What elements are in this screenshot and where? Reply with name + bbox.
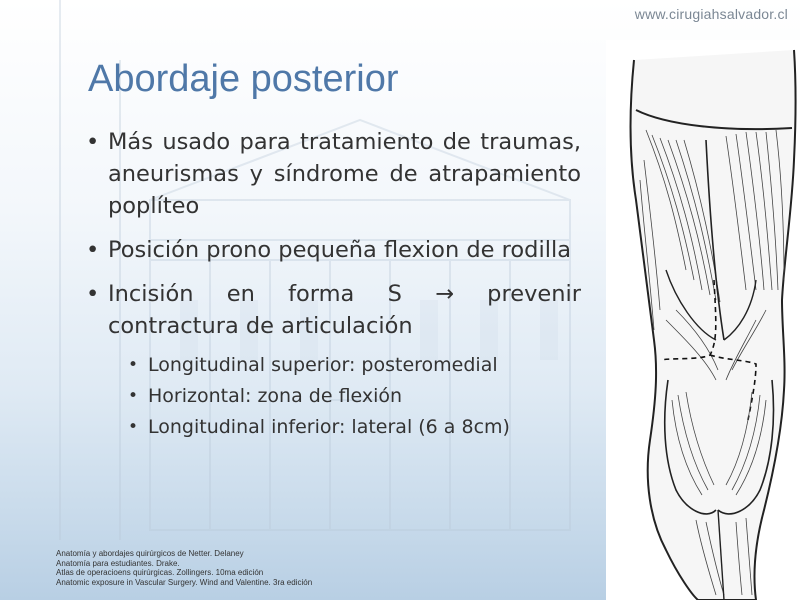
reference-line: Atlas de operacioens quirúrgicas. Zollingers. 10ma edición xyxy=(56,568,264,577)
reference-line: Anatomía para estudiantes. Drake. xyxy=(56,558,180,568)
sub-bullet-item: • Longitudinal superior: posteromedial xyxy=(84,350,581,381)
page-title: Abordaje posterior xyxy=(88,58,399,100)
reference-line: Anatomía y abordajes quirúrgicos de Netter. Delaney xyxy=(56,549,244,558)
reference-line: Anatomic exposure in Vascular Surgery. Wind and Valentine. 3ra edición xyxy=(56,577,313,587)
references xyxy=(56,549,312,587)
sub-bullet-item: • Horizontal: zona de flexión xyxy=(84,381,581,412)
slide-content xyxy=(84,126,581,443)
leg-anatomy-illustration xyxy=(606,40,800,600)
bullet-item: • Incisión en forma S → prevenir contractura de articulación xyxy=(84,278,581,342)
bullet-item: • Posición prono pequeña flexion de rodilla xyxy=(84,234,581,266)
sub-bullet-list xyxy=(84,350,581,443)
bullet-item: • Más usado para tratamiento de traumas, aneurismas y síndrome de atrapamiento poplíteo xyxy=(84,126,581,222)
sub-bullet-item: • Longitudinal inferior: lateral (6 a 8cm) xyxy=(84,412,581,443)
site-url: www.cirugiahsalvador.cl xyxy=(634,6,788,22)
